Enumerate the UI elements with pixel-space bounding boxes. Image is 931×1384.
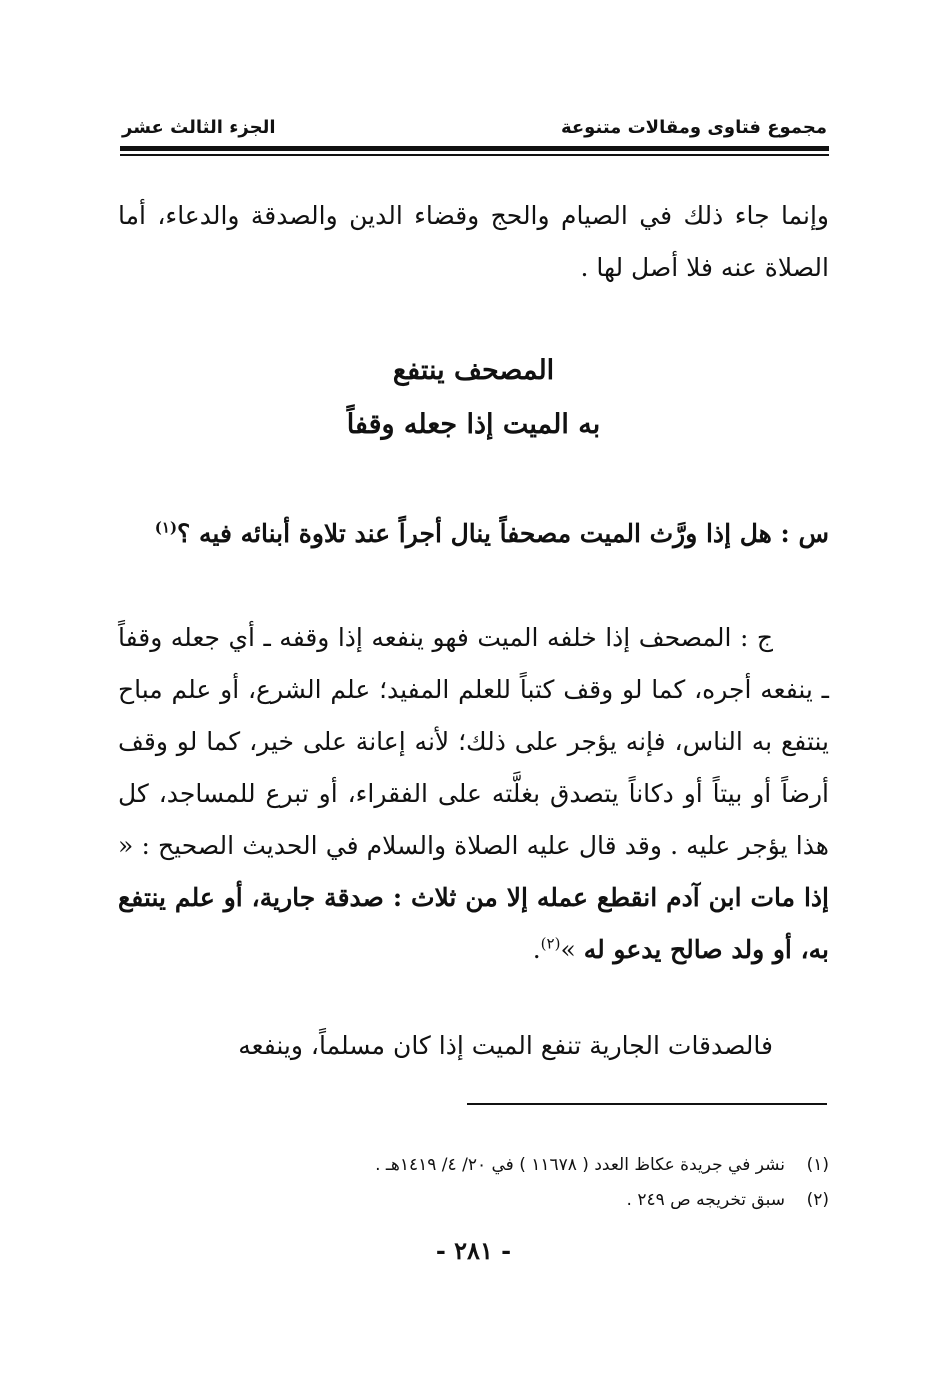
closing-paragraph: فالصدقات الجارية تنفع الميت إذا كان مسلماً، وينفعه [238, 1031, 773, 1060]
footnote-item [118, 1148, 829, 1183]
hadith-close-mark: » [560, 935, 576, 964]
question-paragraph [118, 508, 829, 560]
header-rule-thick [120, 146, 829, 151]
footnote-text: نشر في جريدة عكاظ العدد ( ١١٦٧٨ ) في ٢٠/ ٤/ ١٤١٩هـ . [375, 1155, 785, 1175]
book-title: مجموع فتاوى ومقالات متنوعة [560, 116, 827, 138]
footnote-ref-2: (٢) [540, 934, 561, 953]
footnote-number: (٢) [806, 1190, 829, 1210]
volume-label: الجزء الثالث عشر [122, 116, 276, 138]
footnote-separator [467, 1103, 827, 1105]
section-heading-line-1: المصحف ينتفع [392, 355, 555, 386]
question-text: س : هل إذا ورَّث الميت مصحفاً ينال أجراً عند تلاوة أبنائه فيه ؟ [177, 519, 829, 548]
answer-paragraph [118, 612, 829, 976]
footnote-ref-1: (١) [154, 518, 178, 537]
footnote-number: (١) [806, 1155, 829, 1175]
answer-text: ج : المصحف إذا خلفه الميت فهو ينفعه إذا وقفه ـ أي جعله وقفاً ـ ينفعه أجره، كما لو وقف كتباً للعلم المفيد؛ علم الشرع، أو علم مباح ينتفع به الناس، فإنه يؤجر على ذلك؛ لأنه إعانة على خير، كما لو وقف أرضاً أو بيتاً أو دكاناً يتصدق بغلَّته على الفقراء، أو تبرع للمساجد، كل هذا يؤجر عليه . وقد قال عليه الصلاة والسلام في الحديث الصحيح : « [118, 623, 829, 860]
header-rule-thin [120, 154, 829, 156]
footnotes [118, 1148, 829, 1218]
page-number: - ٢٨١ - [435, 1236, 512, 1265]
footnote-text: سبق تخريجه ص ٢٤٩ . [626, 1190, 785, 1210]
footnote-item [118, 1183, 829, 1218]
hadith-quote: إذا مات ابن آدم انقطع عمله إلا من ثلاث : صدقة جارية، أو علم ينتفع به، أو ولد صالح يدعو له [118, 883, 829, 964]
answer-end: . [532, 935, 541, 964]
intro-paragraph: وإنما جاء ذلك في الصيام والحج وقضاء الدين والصدقة والدعاء، أما الصلاة عنه فلا أصل لها . [118, 201, 829, 282]
section-heading-line-2: به الميت إذا جعله وقفاً [346, 409, 601, 440]
running-header [122, 112, 827, 142]
